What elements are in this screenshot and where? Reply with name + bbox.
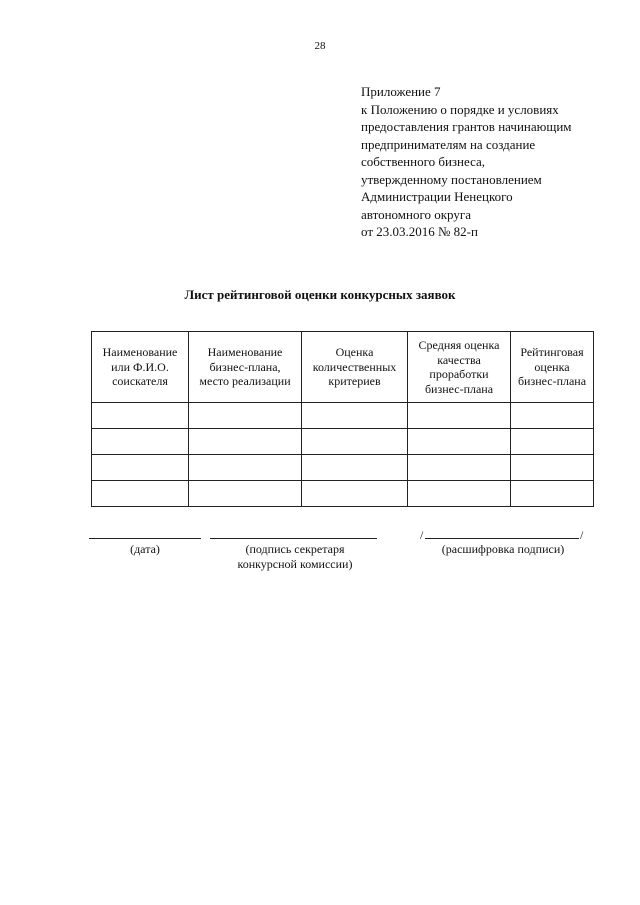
- secretary-signature-line: [210, 538, 377, 539]
- appendix-line: собственного бизнеса,: [361, 154, 486, 169]
- table-cell: [92, 429, 189, 455]
- appendix-line: предпринимателям на создание: [361, 136, 536, 152]
- secretary-caption: (подпись секретаря конкурсной комиссии): [237, 542, 353, 571]
- appendix-line: Администрации Ненецкого: [361, 189, 513, 204]
- table-cell: [92, 481, 189, 507]
- table-row: [92, 429, 594, 455]
- date-caption: (дата): [130, 542, 160, 556]
- table-cell: [302, 429, 408, 455]
- header-quantitative-score: Оценка количественных критериев: [302, 332, 408, 403]
- table-cell: [302, 403, 408, 429]
- table-cell: [189, 455, 302, 481]
- header-business-plan: Наименование бизнес-плана, место реализации: [189, 332, 302, 403]
- table-cell: [511, 403, 594, 429]
- decode-signature-line: [425, 538, 579, 539]
- header-average-quality-score: Средняя оценка качества проработки бизнес-плана: [408, 332, 511, 403]
- table-row: [92, 455, 594, 481]
- table-header-row: [92, 332, 594, 403]
- header-applicant: Наименование или Ф.И.О. соискателя: [92, 332, 189, 403]
- decode-caption: (расшифровка подписи): [441, 542, 565, 556]
- table-cell: [511, 481, 594, 507]
- appendix-line: предоставления грантов начинающим: [361, 119, 572, 134]
- table-cell: [302, 455, 408, 481]
- table-cell: [302, 481, 408, 507]
- table-cell: [408, 455, 511, 481]
- table-cell: [92, 403, 189, 429]
- table-cell: [189, 403, 302, 429]
- table-cell: [408, 481, 511, 507]
- header-rating-score: Рейтинговая оценка бизнес-плана: [511, 332, 594, 403]
- table-cell: [511, 429, 594, 455]
- decode-slash-open: /: [420, 528, 424, 542]
- page-number: 28: [314, 40, 326, 52]
- appendix-line: от 23.03.2016 № 82-п: [361, 224, 478, 239]
- table-cell: [189, 429, 302, 455]
- table-cell: [189, 481, 302, 507]
- date-line: [89, 538, 201, 539]
- table-cell: [92, 455, 189, 481]
- table-cell: [511, 455, 594, 481]
- appendix-line: утвержденному постановлением: [361, 171, 542, 187]
- table-row: [92, 481, 594, 507]
- table-cell: [408, 429, 511, 455]
- table-cell: [408, 403, 511, 429]
- table-row: [92, 403, 594, 429]
- appendix-line: Приложение 7: [361, 84, 441, 99]
- appendix-reference: [361, 83, 621, 241]
- decode-slash-close: /: [580, 528, 584, 542]
- appendix-line: к Положению о порядке и условиях: [361, 101, 559, 117]
- document-title: Лист рейтинговой оценки конкурсных заявок: [184, 287, 456, 302]
- appendix-line: автономного округа: [361, 206, 471, 222]
- rating-table: [91, 331, 594, 507]
